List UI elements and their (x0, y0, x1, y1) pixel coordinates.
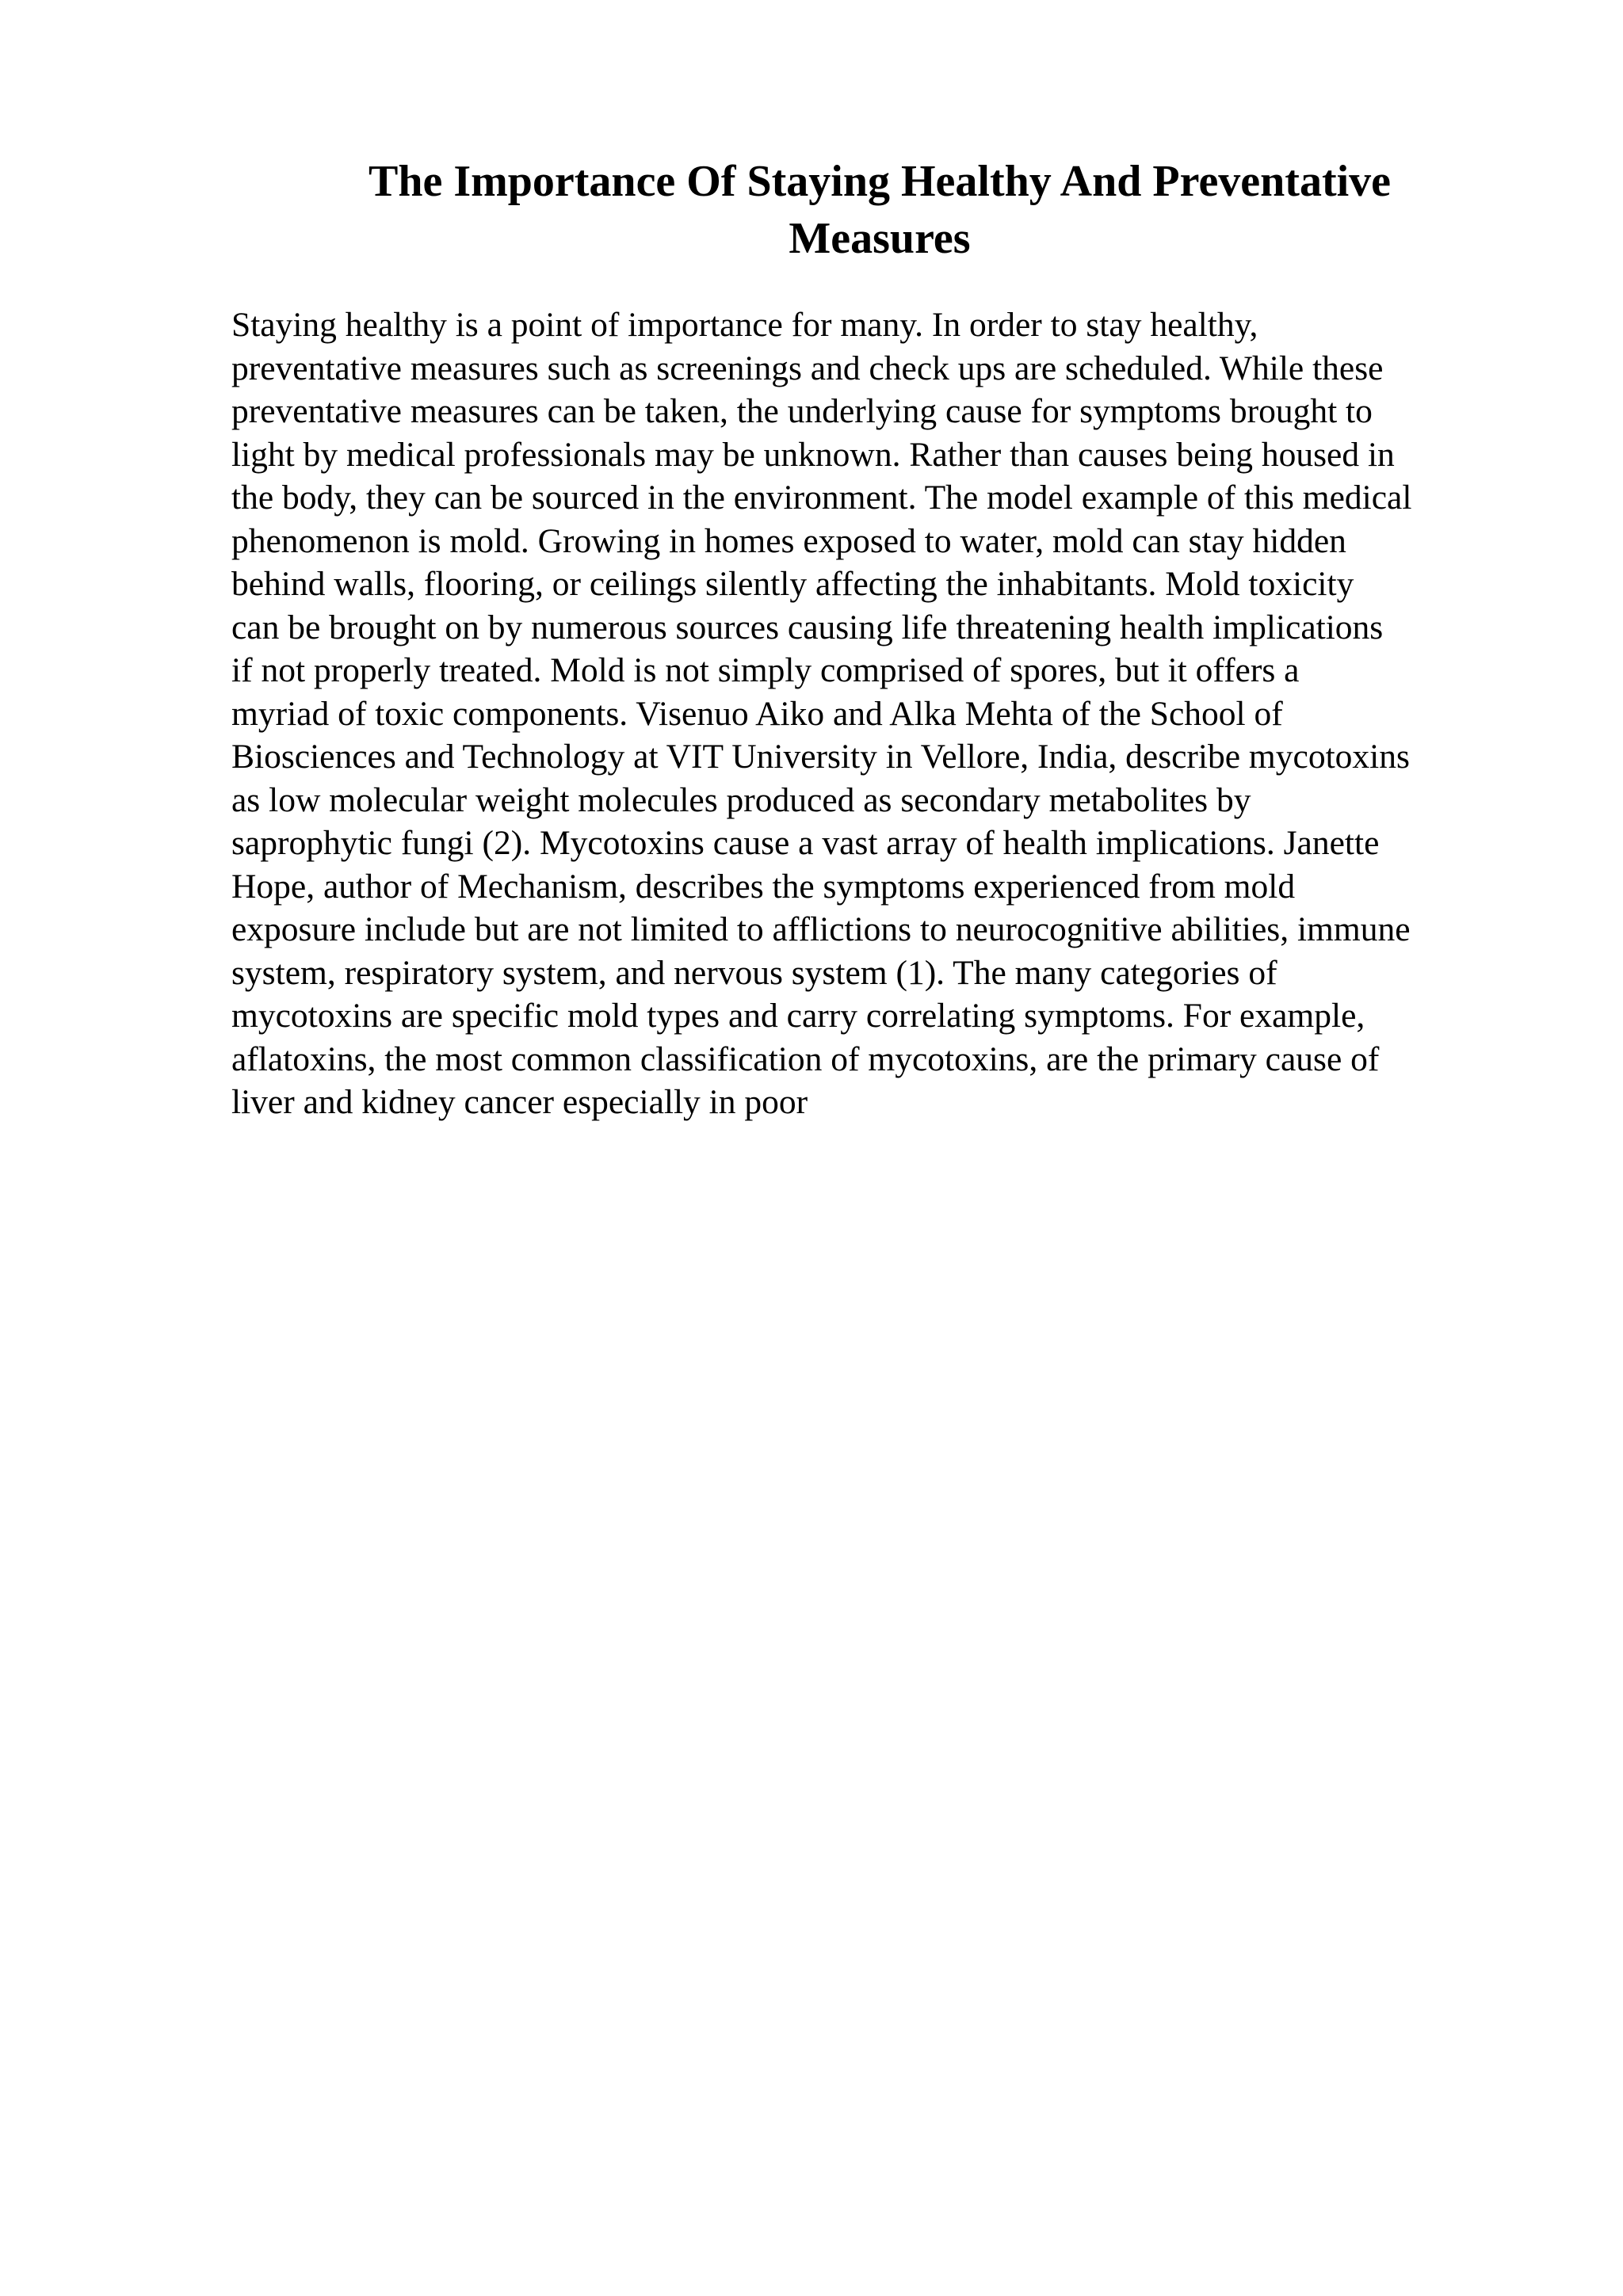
body-line: Hope, author of Mechanism, describes the symptoms experienced from mold (231, 867, 1296, 906)
body-line: liver and kidney cancer especially in poor (231, 1083, 808, 1121)
body-line: mycotoxins are specific mold types and carry correlating symptoms. For example, (231, 997, 1365, 1035)
body-line: if not properly treated. Mold is not simply comprised of spores, but it offers a (231, 651, 1300, 689)
body-line: phenomenon is mold. Growing in homes exposed to water, mold can stay hidden (231, 521, 1346, 560)
body-line: behind walls, flooring, or ceilings silently affecting the inhabitants. Mold toxicity (231, 565, 1354, 603)
title-line: Measures (789, 214, 971, 263)
body-line: Staying healthy is a point of importance for many. In order to stay healthy, (231, 306, 1258, 344)
body-line: Biosciences and Technology at VIT University in Vellore, India, describe mycotoxins (231, 738, 1410, 776)
body-line: light by medical professionals may be unknown. Rather than causes being housed in (231, 435, 1395, 474)
body-line: saprophytic fungi (2). Mycotoxins cause a vast array of health implications. Janette (231, 824, 1380, 862)
body-line: system, respiratory system, and nervous system (1). The many categories of (231, 953, 1277, 992)
document-title (285, 153, 1474, 267)
body-line: myriad of toxic components. Visenuo Aiko and Alka Mehta of the School of (231, 694, 1283, 733)
body-line: preventative measures such as screenings and check ups are scheduled. While these (231, 349, 1384, 387)
body-line: the body, they can be sourced in the environment. The model example of this medical (231, 479, 1412, 517)
body-paragraph (231, 303, 1531, 1124)
body-line: preventative measures can be taken, the underlying cause for symptoms brought to (231, 392, 1373, 430)
body-line: aflatoxins, the most common classification of mycotoxins, are the primary cause of (231, 1039, 1380, 1078)
title-line: The Importance Of Staying Healthy And Preventative (368, 157, 1392, 206)
body-line: exposure include but are not limited to afflictions to neurocognitive abilities, immune (231, 910, 1411, 948)
body-line: can be brought on by numerous sources causing life threatening health implications (231, 608, 1384, 646)
body-line: as low molecular weight molecules produced as secondary metabolites by (231, 780, 1251, 819)
